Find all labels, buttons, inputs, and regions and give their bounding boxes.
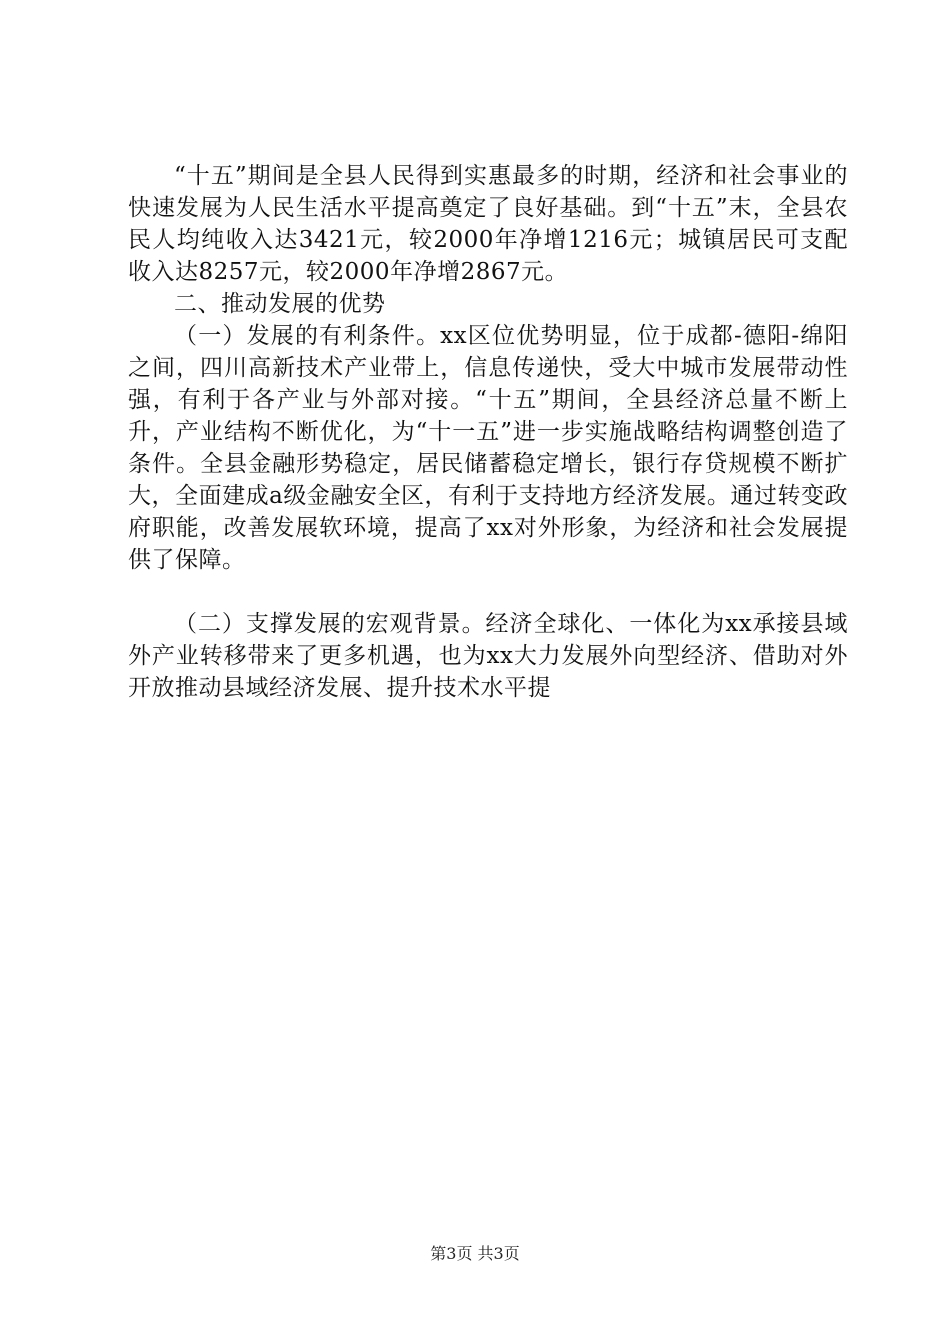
paragraph-gap [128,576,848,608]
document-body [128,160,848,704]
paragraph-macro-background: （二）支撑发展的宏观背景。经济全球化、一体化为xx承接县域外产业转移带来了更多机遇，也为xx大力发展外向型经济、借助对外开放推动县域经济发展、提升技术水平提 [128,611,848,701]
paragraph-income-summary: “十五”期间是全县人民得到实惠最多的时期，经济和社会事业的快速发展为人民生活水平提高奠定了良好基础。到“十五”末，全县农民人均纯收入达3421元，较2000年净增1216元；城镇居民可支配收入达8257元，较2000年净增2867元。 [128,163,848,285]
section-heading-advantages: 二、推动发展的优势 [174,291,386,317]
paragraph-favorable-conditions: （一）发展的有利条件。xx区位优势明显，位于成都-德阳-绵阳之间，四川高新技术产业带上，信息传递快，受大中城市发展带动性强，有利于各产业与外部对接。“十五”期间，全县经济总量不断上升，产业结构不断优化，为“十一五”进一步实施战略结构调整创造了条件。全县金融形势稳定，居民储蓄稳定增长，银行存贷规模不断扩大，全面建成a级金融安全区，有利于支持地方经济发展。通过转变政府职能，改善发展软环境，提高了xx对外形象，为经济和社会发展提供了保障。 [128,323,848,573]
page-footer: 第3页 共3页 [430,1244,520,1263]
